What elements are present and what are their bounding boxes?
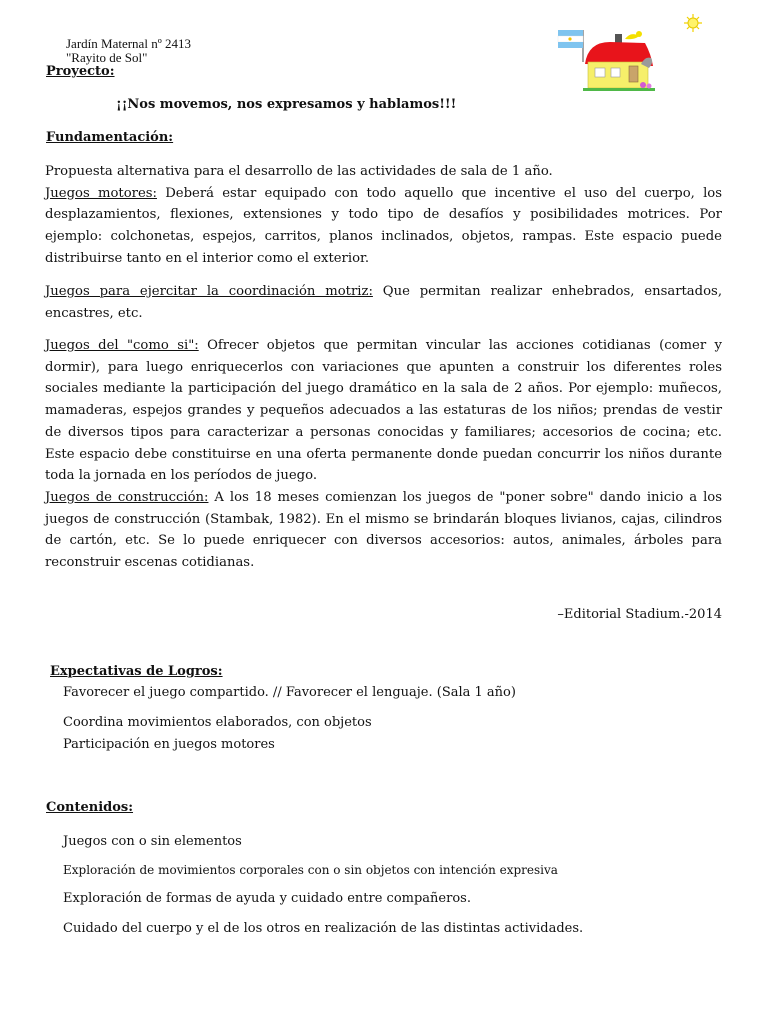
como-si-paragraph — [45, 335, 722, 487]
fundamentacion-heading: Fundamentación: — [46, 130, 174, 145]
fundamentacion-block-2 — [45, 281, 722, 324]
expectativa-item: Coordina movimientos elaborados, con objetos — [63, 715, 372, 730]
fundamentacion-intro: Propuesta alternativa para el desarrollo de las actividades de sala de 1 año. — [45, 164, 553, 179]
contenidos-heading: Contenidos: — [46, 800, 134, 815]
contenido-item: Exploración de movimientos corporales con o sin objetos con intención expresiva — [63, 863, 558, 877]
expectativas-heading: Expectativas de Logros: — [50, 664, 223, 679]
house-with-flag-and-sun-drawing-icon — [555, 12, 715, 92]
fundamentacion-block-1 — [45, 161, 722, 270]
juegos-motores-paragraph — [45, 183, 722, 270]
como-si-text: Ofrecer objetos que permitan vincular las acciones cotidianas (comer y dormir), para luego enriquecerlos con variaciones que apunten a construir los diferentes roles sociales mediante la participación del juego dramático en la sala de 2 años. Por ejemplo: muñecos, mamaderas, espejos grandes y pequeños adecuados a las estaturas de los niños; prendas de vestir de diversos tipos para caracterizar a personas conocidas y familiares; accesorios de cocina; etc. Este espacio debe constituirse en una oferta permanente donde puedan concurrir los niños durante toda la jornada en los períodos de juego. — [45, 338, 722, 484]
juegos-motores-text: Deberá estar equipado con todo aquello que incentive el uso del cuerpo, los desplazamientos, flexiones, extensiones y todo tipo de desafíos y posibilidades motrices. Por ejemplo: colchonetas, espejos, carritos, planos inclinados, objetos, rampas. Este espacio puede distribuirse tanto en el interior como el exterior. — [45, 185, 722, 266]
construccion-paragraph — [45, 487, 722, 574]
fundamentacion-block-3 — [45, 335, 722, 574]
juegos-motores-label: Juegos motores: — [45, 185, 157, 201]
expectativa-item: Favorecer el juego compartido. // Favorecer el lenguaje. (Sala 1 año) — [63, 685, 516, 700]
construccion-text: A los 18 meses comienzan los juegos de "poner sobre" dando inicio a los juegos de construcción (Stambak, 1982). En el mismo se brindarán bloques livianos, cajas, cilindros de cartón, etc. Se lo puede enriquecer con diversos accesorios: autos, animales, árboles para reconstruir escenas cotidianas. — [45, 489, 722, 571]
contenido-item: Exploración de formas de ayuda y cuidado entre compañeros. — [63, 891, 471, 906]
construccion-label: Juegos de construcción: — [45, 489, 209, 505]
contenido-item: Juegos con o sin elementos — [63, 834, 242, 849]
school-nickname: "Rayito de Sol" — [66, 50, 148, 65]
project-label: Proyecto: — [46, 64, 115, 79]
source-citation: –Editorial Stadium.-2014 — [557, 607, 722, 622]
contenido-item: Cuidado del cuerpo y el de los otros en realización de las distintas actividades. — [63, 921, 584, 936]
coordinacion-label: Juegos para ejercitar la coordinación motriz: — [45, 284, 373, 299]
coordinacion-text: Que permitan realizar enhebrados, ensartados, encastres, etc. — [45, 284, 723, 321]
coordinacion-paragraph — [45, 281, 722, 324]
school-name: Jardín Maternal nº 2413 — [66, 36, 191, 51]
project-title: ¡¡Nos movemos, nos expresamos y hablamos!!! — [116, 97, 457, 112]
expectativa-item: Participación en juegos motores — [63, 737, 275, 752]
como-si-label: Juegos del "como si": — [45, 338, 199, 353]
